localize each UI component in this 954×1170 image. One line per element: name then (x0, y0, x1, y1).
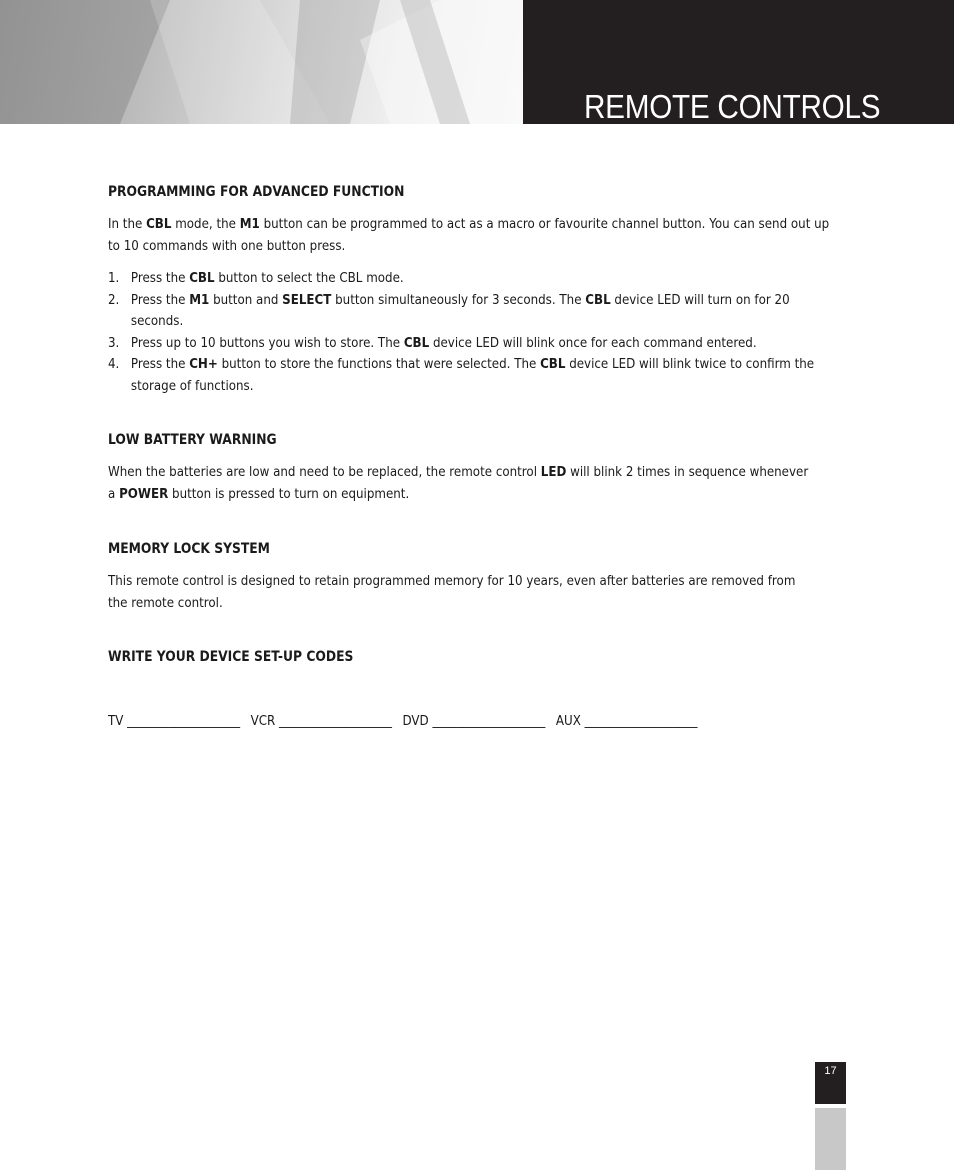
setup-code-field-tv: TV ___________________ (108, 713, 241, 729)
page-number-box (815, 1062, 846, 1104)
setup-code-fields (108, 711, 697, 733)
page-number: 17 (824, 1065, 837, 1077)
bold-term: SELECT (282, 291, 332, 308)
text-run: This remote control is designed to retain programmed memory for 10 years, even after batteries are removed from the remote control. (108, 573, 796, 611)
heading-memory-lock: MEMORY LOCK SYSTEM (108, 541, 270, 557)
bold-term: CBL (403, 334, 430, 351)
step-number: 4. (108, 356, 120, 372)
text-run: When the batteries are low and need to be replaced, the remote control (108, 464, 541, 480)
step-number: 1. (108, 270, 120, 286)
bold-term: CBL (585, 291, 611, 308)
setup-code-field-vcr: VCR ___________________ (250, 713, 392, 729)
text-run: button and (209, 291, 283, 308)
text-run: button can be programmed to act as a macro or favourite channel button. You can send out up to 10 commands with one button press. (108, 216, 830, 254)
page-title: REMOTE CONTROLS (584, 88, 881, 125)
text-run: Press the (130, 291, 190, 308)
page-tab (815, 1108, 846, 1170)
list-item (108, 268, 838, 290)
bold-term: M1 (239, 216, 260, 232)
bold-term: LED (540, 464, 567, 480)
text-run: button to store the functions that were selected. The (217, 356, 541, 372)
bold-term: M1 (189, 291, 210, 308)
text-run: mode, the (171, 216, 240, 232)
list-item (108, 354, 838, 397)
text-run: will blink 2 times in sequence whenever a (108, 464, 809, 502)
memory-text (108, 571, 812, 614)
heading-setup-codes: WRITE YOUR DEVICE SET-UP CODES (108, 649, 354, 665)
setup-code-field-dvd: DVD ___________________ (402, 713, 546, 729)
heading-advanced-function: PROGRAMMING FOR ADVANCED FUNCTION (108, 184, 405, 200)
text-run: device LED will turn on for 20 seconds. (130, 291, 790, 329)
heading-low-battery: LOW BATTERY WARNING (108, 432, 277, 448)
text-run: Press the (130, 356, 190, 372)
header-abstract-shapes (0, 0, 523, 124)
bold-term: CH+ (189, 356, 218, 372)
bold-term: CBL (540, 356, 566, 372)
battery-text (108, 462, 812, 505)
text-run: Press the (130, 270, 190, 286)
bold-term: CBL (146, 216, 172, 232)
text-run: device LED will blink twice to confirm the storage of functions. (130, 356, 815, 394)
bold-term: CBL (189, 270, 215, 286)
text-run: device LED will blink once for each command entered. (429, 334, 757, 351)
text-run: button to select the CBL mode. (214, 270, 404, 286)
list-item (108, 333, 838, 355)
bold-term: POWER (119, 485, 169, 502)
list-item (108, 290, 838, 333)
step-number: 2. (108, 291, 120, 308)
text-run: In the (108, 216, 147, 232)
step-number: 3. (108, 334, 120, 351)
setup-code-field-aux: AUX ___________________ (555, 713, 698, 729)
header-graphic (0, 0, 523, 124)
advanced-steps (108, 268, 838, 397)
text-run: Press up to 10 buttons you wish to store. The (130, 334, 404, 351)
advanced-intro (108, 214, 838, 257)
text-run: button is pressed to turn on equipment. (168, 485, 410, 502)
text-run: button simultaneously for 3 seconds. The (331, 291, 586, 308)
